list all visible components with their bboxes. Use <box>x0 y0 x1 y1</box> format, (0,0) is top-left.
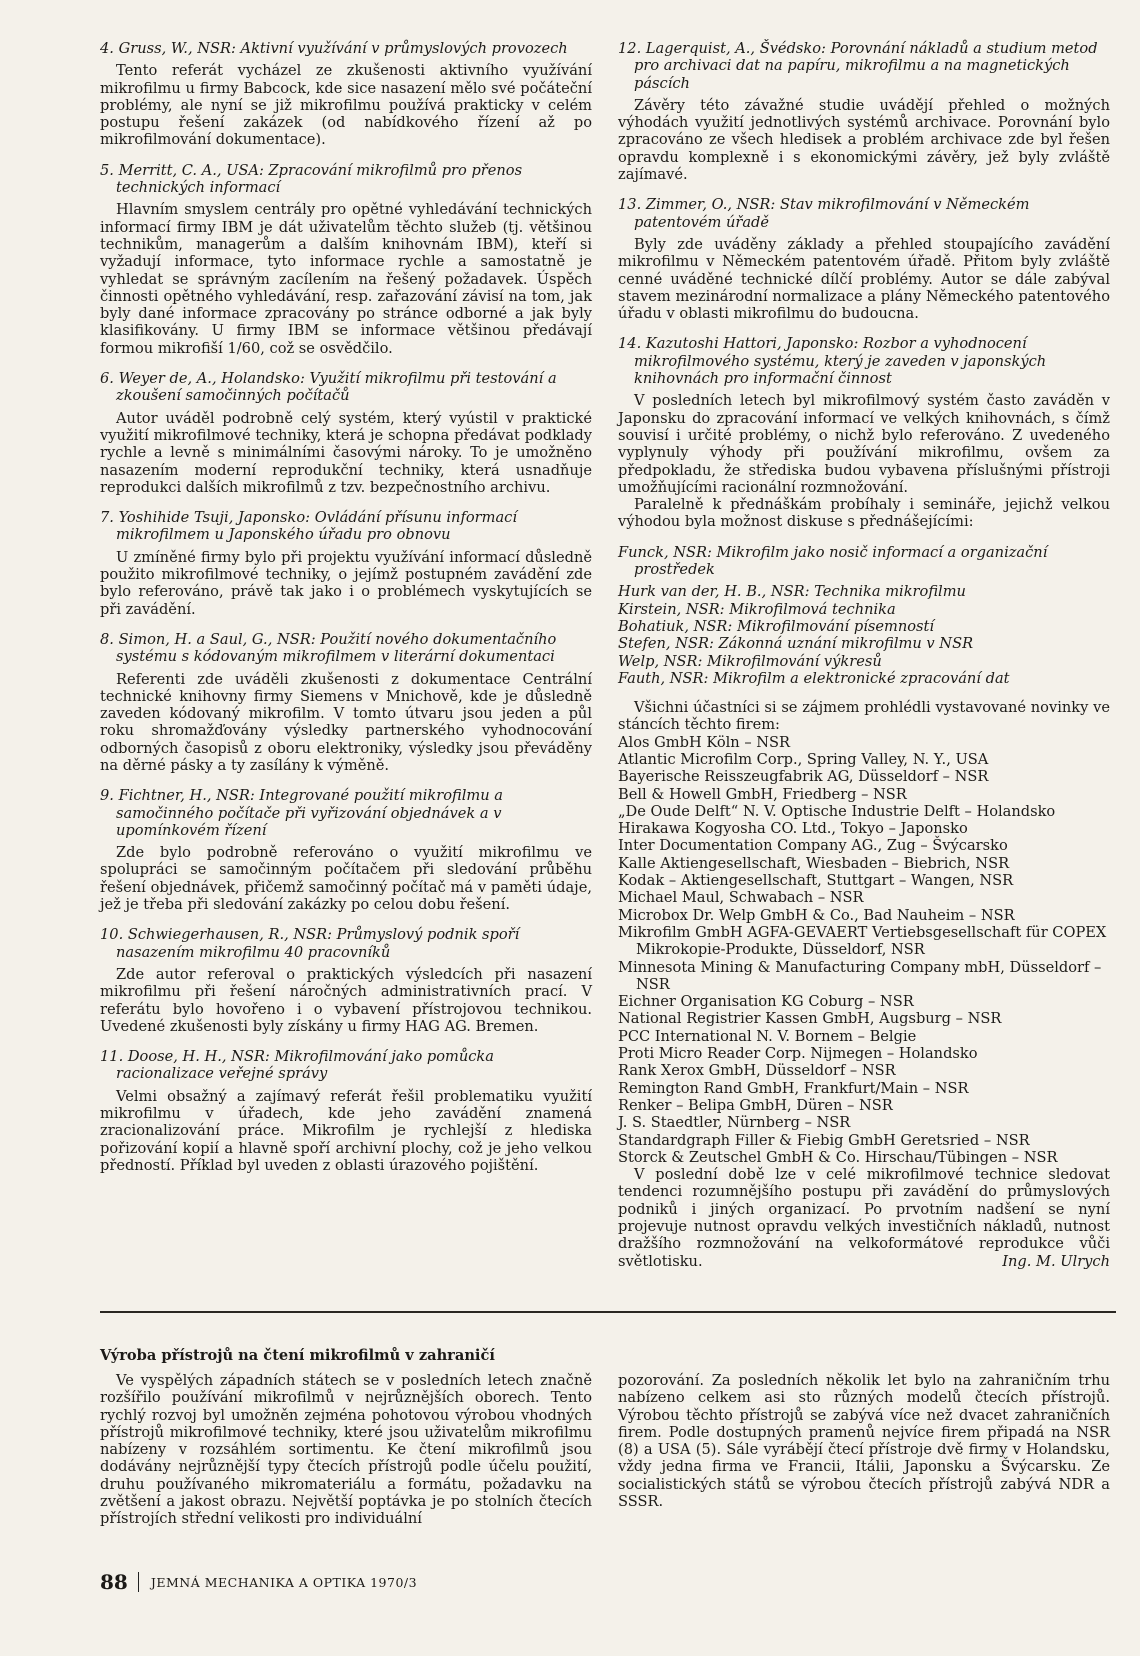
report-body: Tento referát vycházel ze zkušenosti aktivního využívání mikrofilmu u firmy Babcock, kde sice nasazení mělo své počáteční problémy, ale nyní se již mikrofilmu používá prakticky v celém postupu řešení zakázek (od nabídkového řízení až po mikrofilmování dokumentace). <box>100 62 592 149</box>
firm-item: Mikrofilm GmbH AGFA-GEVAERT Vertiebsgesellschaft für COPEX Mikrokopie-Produkte, Düsseldorf, NSR <box>618 923 1107 959</box>
report-heading: 10. Schwiegerhausen, R., NSR: Průmyslový podnik spoří nasazením mikrofilmu 40 pracovníků <box>100 926 520 961</box>
firm-item: PCC International N. V. Bornem – Belgie <box>618 1027 917 1045</box>
firm-item: Bayerische Reisszeugfabrik AG, Düsseldorf – NSR <box>618 768 989 786</box>
report-heading: 5. Merritt, C. A., USA: Zpracování mikrofilmů pro přenos technických informací <box>100 161 523 197</box>
report-heading: 13. Zimmer, O., NSR: Stav mikrofilmování v Německém patentovém úřadě <box>618 196 1030 231</box>
article-title: Výroba přístrojů na čtení mikrofilmů v zahraničí <box>100 1347 495 1364</box>
firm-item: Kodak – Aktiengesellschaft, Stuttgart – Wangen, NSR <box>618 872 1014 890</box>
report-heading: 4. Gruss, W., NSR: Aktivní využívání v průmyslových provozech <box>100 40 568 57</box>
report-entry-14 <box>618 335 1110 530</box>
report-entry-4 <box>100 40 592 149</box>
closing-paragraph: V poslední době lze v celé mikrofilmové technice sledovat tendenci rozumnějšího postupu při zavádění do průmyslových podniků i jiných organizací. Po prvotním nadšení se nyní projevuje nutnost opravdu velkých investičních nákladů, nutnost dražšího rozmnožování na velkoformátové reprodukce vůči světlotisku. <box>618 1166 1110 1270</box>
journal-name: JEMNÁ MECHANIKA A OPTIKA 1970/3 <box>150 1574 418 1590</box>
workshop-item: Hurk van der, H. B., NSR: Technika mikrofilmu <box>618 583 966 601</box>
page-footer <box>100 1570 417 1594</box>
report-entry-13 <box>618 196 1110 322</box>
report-heading: 11. Doose, H. H., NSR: Mikrofilmování jako pomůcka racionalizace veřejné správy <box>100 1048 494 1083</box>
firm-item: Hirakawa Kogyosha CO. Ltd., Tokyo – Japonsko <box>618 820 968 838</box>
report-body: U zmíněné firmy bylo při projektu využívání informací důsledně použito mikrofilmové techniky, o jejímž postupném zavádění zde bylo referováno, právě tak jako i o problémech vyskytujících se při zavádění. <box>100 548 592 618</box>
report-heading: 9. Fichtner, H., NSR: Integrované použití mikrofilmu a samočinného počítače při vyřizování objednávek a v upomínkovém řízení <box>100 787 503 839</box>
firm-item: Standardgraph Filler & Fiebig GmbH Geretsried – NSR <box>618 1131 1030 1149</box>
report-body: Zde bylo podrobně referováno o využití mikrofilmu ve spolupráci se samočinným počítačem při sledování průběhu řešení objednávek, přičemž samočinný počítač má v paměti údaje, jež je třeba při sledování zakázky po celou dobu řešení. <box>100 844 592 914</box>
report-heading: 7. Yoshihide Tsuji, Japonsko: Ovládání přísunu informací mikrofilmem u Japonského úřadu pro obnovu <box>100 509 517 544</box>
firms-intro: Všichni účastníci si se zájmem prohlédli vystavované novinky ve stáncích těchto firem: <box>618 699 1110 734</box>
workshop-item: Funck, NSR: Mikrofilm jako nosič informací a organizační prostředek <box>618 543 1048 579</box>
firm-item: National Registrier Kassen GmbH, Augsburg – NSR <box>618 1010 1002 1028</box>
report-body: Velmi obsažný a zajímavý referát řešil problematiku využití mikrofilmu v úřadech, kde jeho zavádění znamená zracionalizování práce. Mikrofilm je rychlejší z hlediska pořizování kopií a hlavně spoří archivní plochy, což je jeho velkou předností. Příklad byl uveden z oblasti úrazového pojištění. <box>100 1087 592 1174</box>
workshop-item: Kirstein, NSR: Mikrofilmová technika <box>618 600 896 618</box>
report-body: Zde autor referoval o praktických výsledcích při nasazení mikrofilmu při řešení náročných administrativních prací. V referátu bylo hovořeno i o vybavení přístrojovou technikou. Uvedené zkušenosti byly získány u firmy HAG AG. Bremen. <box>100 965 592 1035</box>
firm-item: Rank Xerox GmbH, Düsseldorf – NSR <box>618 1062 896 1080</box>
firm-item: Proti Micro Reader Corp. Nijmegen – Holandsko <box>618 1045 978 1063</box>
report-entry-10 <box>100 926 592 1035</box>
report-entry-5 <box>100 162 592 357</box>
firm-item: Kalle Aktiengesellschaft, Wiesbaden – Biebrich, NSR <box>618 854 1010 872</box>
seminar-intro: Paralelně k přednáškám probíhaly i semináře, jejichž velkou výhodou byla možnost diskuse s přednášejícími: <box>618 496 1110 531</box>
firm-list <box>618 734 1110 1166</box>
firm-item: „De Oude Delft“ N. V. Optische Industrie Delft – Holandsko <box>618 802 1056 820</box>
workshop-item: Stefen, NSR: Zákonná uznání mikrofilmu v NSR <box>618 635 974 653</box>
workshop-item: Bohatiuk, NSR: Mikrofilmování písemností <box>618 617 935 635</box>
report-entry-11 <box>100 1048 592 1174</box>
workshop-item: Fauth, NSR: Mikrofilm a elektronické zpracování dat <box>618 669 1010 687</box>
report-body: Referenti zde uváděli zkušenosti z dokumentace Centrální technické knihovny firmy Siemens v Mnichově, kde je důsledně zaveden kódovaný mikrofilm. V tomto útvaru jsou jeden a půl roku shromažďovány výsledky partnerského vyhodnocování odborných časopisů z oboru elektroniky, výsledky jsou převáděny na děrné pásky a ty zasílány k výměně. <box>100 670 592 774</box>
workshop-item: Welp, NSR: Mikrofilmování výkresů <box>618 652 882 670</box>
article-body-right: pozorování. Za posledních několik let bylo na zahraničním trhu nabízeno celkem asi sto různých modelů čtecích přístrojů. Výrobou těchto přístrojů se zabývá více než dvacet zahraničních firem. Podle dostupných pramenů nejvíce firem připadá na NSR (8) a USA (5). Sále vyrábějí čtecí přístroje dvě firmy v Holandsku, vždy jedna firma ve Francii, Itálii, Japonsku a Švýcarsku. Ze socialistických států se výrobou čtecích přístrojů zabývá NDR a SSSR. <box>618 1372 1110 1511</box>
firm-item: Michael Maul, Schwabach – NSR <box>618 889 864 907</box>
firm-item: Atlantic Microfilm Corp., Spring Valley, N. Y., USA <box>618 750 989 768</box>
report-heading: 6. Weyer de, A., Holandsko: Využití mikrofilmu při testování a zkoušení samočinných počítačů <box>100 370 557 405</box>
firm-item: Remington Rand GmbH, Frankfurt/Main – NSR <box>618 1079 969 1097</box>
firm-item: Minnesota Mining & Manufacturing Company mbH, Düsseldorf – NSR <box>618 958 1102 993</box>
section-divider <box>100 1311 1116 1313</box>
left-column <box>100 40 592 1187</box>
report-heading: 8. Simon, H. a Saul, G., NSR: Použití nového dokumentačního systému s kódovaným mikrofilmem v literární dokumentaci <box>100 630 557 666</box>
workshop-list <box>618 544 1110 687</box>
report-entry-9 <box>100 787 592 913</box>
report-entry-6 <box>100 370 592 496</box>
report-entry-7 <box>100 509 592 618</box>
report-entry-8 <box>100 631 592 774</box>
report-entry-12 <box>618 40 1110 183</box>
firm-item: J. S. Staedtler, Nürnberg – NSR <box>618 1114 851 1132</box>
report-body: V posledních letech byl mikrofilmový systém často zaváděn v Japonsku do zpracování informací ve velkých knihovnách, s čímž souvisí i určité problémy, o nichž bylo referováno. Z uvedeného vyplynuly výhody při používání mikrofilmu, ovšem za předpokladu, že střediska budou vybavena příslušnými přístroji umožňujícími racionální rozmnožování. <box>618 392 1110 496</box>
firm-item: Storck & Zeutschel GmbH & Co. Hirschau/Tübingen – NSR <box>618 1148 1058 1166</box>
firm-item: Alos GmbH Köln – NSR <box>618 733 791 751</box>
right-column <box>618 40 1110 1270</box>
firm-item: Inter Documentation Company AG., Zug – Švýcarsko <box>618 837 1008 855</box>
report-heading: 14. Kazutoshi Hattori, Japonsko: Rozbor a vyhodnocení mikrofilmového systému, který je zaveden v japonských knihovnách pro informační činnost <box>618 335 1047 388</box>
firm-item: Renker – Belipa GmbH, Düren – NSR <box>618 1096 893 1114</box>
page-number: 88 <box>100 1570 128 1594</box>
footer-divider <box>138 1572 139 1592</box>
author-signature: Ing. M. Ulrych <box>1002 1252 1110 1270</box>
report-body: Autor uváděl podrobně celý systém, který vyústil v praktické využití mikrofilmové techniky, která je schopna předávat podklady rychle a levně s minimálními časovými nároky. To je umožněno nasazením moderní reprodukční techniky, která usnadňuje reprodukci dalších mikrofilmů z tzv. bezpečnostního archivu. <box>100 409 592 496</box>
report-body: Hlavním smyslem centrály pro opětné vyhledávání technických informací firmy IBM je dát uživatelům těchto služeb (tj. většinou technikům, managerům a dalším knihovnám IBM), kteří si vyžadují informace, tyto informace rychle a samostatně je vyhledat se správným zacílením na řešený požadavek. Úspěch činnosti opětného vyhledávání, resp. zařazování závisí na tom, jak byly dané informace zpracovány po stránce odborné a jak byly klasifikovány. U firmy IBM se informace většinou předávají formou mikrofiší 1/60, což se osvědčilo. <box>100 201 592 357</box>
article-body-left: Ve vyspělých západních státech se v posledních letech značně rozšířilo používání mikrofilmů v nejrůznějších oborech. Tento rychlý rozvoj byl umožněn zejména pohotovou výrobou vhodných přístrojů mikrofilmové techniky, které jsou uživatelům mikrofilmu nabízeny v rozsáhlém sortimentu. Ke čtení mikrofilmů jsou dodávány nejrůznější typy čtecích přístrojů podle účelu použití, druhu používaného mikromateriálu a formátu, požadavku na zvětšení a jakost obrazu. Největší poptávka je po stolních čtecích přístrojích střední velikosti pro individuální <box>100 1372 592 1528</box>
report-body: Závěry této závažné studie uvádějí přehled o možných výhodách využití jednotlivých systémů archivace. Porovnání bylo zpracováno ze všech hledisek a problém archivace zde byl řešen opravdu komplexně i s ekonomickými závěry, jež byly zvláště zajímavé. <box>618 96 1110 184</box>
firm-item: Bell & Howell GmbH, Friedberg – NSR <box>618 785 907 803</box>
report-body: Byly zde uváděny základy a přehled stoupajícího zavádění mikrofilmu v Německém patentovém úřadě. Přitom byly zvláště cenné uváděné technické dílčí problémy. Autor se dále zabýval stavem mezinárodní normalizace a plány Německého patentového úřadu v oblasti mikrofilmu do budoucna. <box>618 235 1110 323</box>
report-heading: 12. Lagerquist, A., Švédsko: Porovnání nákladů a studium metod pro archivaci dat na papíru, mikrofilmu a na magnetických páscích <box>618 40 1098 92</box>
firm-item: Eichner Organisation KG Coburg – NSR <box>618 993 914 1011</box>
firm-item: Microbox Dr. Welp GmbH & Co., Bad Nauheim – NSR <box>618 906 1015 924</box>
